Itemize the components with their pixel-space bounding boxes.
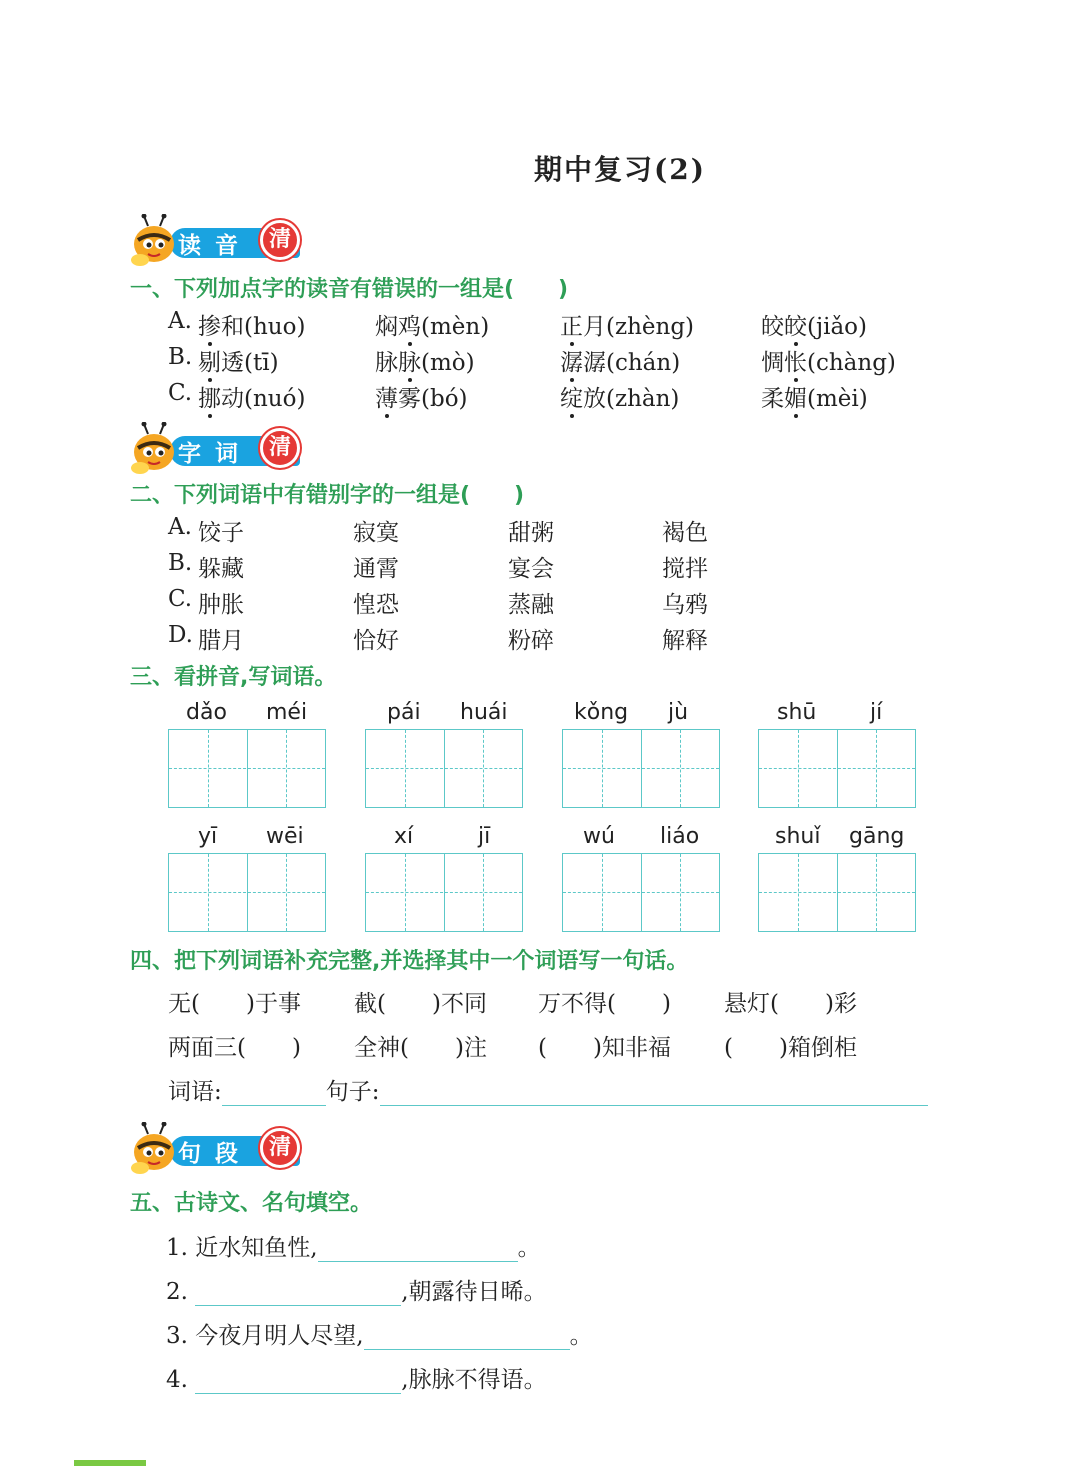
idiom-blank[interactable]: 悬灯( )彩 xyxy=(724,991,857,1017)
question-3-heading: 三、看拼音,写词语。 xyxy=(130,665,337,690)
poem-item-4: 4. ,脉脉不得语。 xyxy=(166,1367,547,1393)
writing-grid[interactable] xyxy=(168,853,326,932)
poem-item-3: 3. 今夜月明人尽望, 。 xyxy=(166,1323,593,1349)
badge-text: 字词 xyxy=(178,441,252,467)
writing-grid[interactable] xyxy=(168,729,326,808)
writing-grid[interactable] xyxy=(758,729,916,808)
idiom-blank[interactable]: 两面三( ) xyxy=(168,1035,301,1061)
bee-mascot-icon xyxy=(128,1122,184,1178)
idiom-blank[interactable]: ( )箱倒柜 xyxy=(724,1035,857,1061)
idiom-blank[interactable]: 万不得( ) xyxy=(538,991,671,1017)
writing-grid[interactable] xyxy=(365,729,523,808)
pinyin-label: xí xyxy=(394,824,414,849)
pinyin-label: pái xyxy=(387,700,421,725)
page-title: 期中复习(2) xyxy=(534,153,706,186)
bee-mascot-icon xyxy=(128,422,184,478)
pinyin-label: dǎo xyxy=(186,700,227,725)
poem-answer-line[interactable] xyxy=(195,1283,401,1306)
poem-answer-line[interactable] xyxy=(318,1239,518,1262)
writing-grid[interactable] xyxy=(365,853,523,932)
pinyin-label: liáo xyxy=(660,824,700,849)
idiom-blank[interactable]: 截( )不同 xyxy=(354,991,487,1017)
pinyin-label: jí xyxy=(870,700,883,725)
section-badge-words xyxy=(128,422,303,472)
badge-text: 读音 xyxy=(178,233,252,259)
word-answer-line[interactable] xyxy=(222,1083,326,1106)
option-label: A. xyxy=(168,308,192,334)
pinyin-label: yī xyxy=(198,824,218,849)
question-5-heading: 五、古诗文、名句填空。 xyxy=(130,1191,373,1216)
pinyin-label: wú xyxy=(583,824,615,849)
qing-icon: 清 xyxy=(260,428,300,468)
question-2-heading: 二、下列词语中有错别字的一组是( ) xyxy=(130,483,525,508)
qing-icon: 清 xyxy=(260,1128,300,1168)
idiom-blank[interactable]: 全神( )注 xyxy=(354,1035,487,1061)
pinyin-label: wēi xyxy=(266,824,304,849)
question-4-heading: 四、把下列词语补充完整,并选择其中一个词语写一句话。 xyxy=(130,949,689,974)
question-1-heading: 一、下列加点字的读音有错误的一组是( ) xyxy=(130,277,569,302)
sentence-label: 句子: xyxy=(325,1079,380,1105)
badge-text: 句段 xyxy=(178,1141,252,1167)
bee-mascot-icon xyxy=(128,214,184,270)
qing-icon: 清 xyxy=(260,220,300,260)
pinyin-label: jù xyxy=(668,700,689,725)
writing-grid[interactable] xyxy=(758,853,916,932)
pinyin-label: méi xyxy=(266,700,308,725)
idiom-blank[interactable]: ( )知非福 xyxy=(538,1035,671,1061)
idiom-blank[interactable]: 无( )于事 xyxy=(168,991,301,1017)
writing-grid[interactable] xyxy=(562,853,720,932)
poem-answer-line[interactable] xyxy=(195,1371,401,1394)
q4-answer-line xyxy=(168,1073,928,1106)
poem-answer-line[interactable] xyxy=(364,1327,570,1350)
pinyin-label: shū xyxy=(777,700,817,725)
poem-item-1: 1. 近水知鱼性, 。 xyxy=(166,1235,541,1261)
section-badge-reading xyxy=(128,214,303,264)
word-label: 词语: xyxy=(168,1079,222,1105)
pinyin-label: gāng xyxy=(849,824,905,849)
footer-accent-bar xyxy=(74,1460,146,1466)
writing-grid[interactable] xyxy=(562,729,720,808)
pinyin-label: kǒng xyxy=(574,700,629,725)
sentence-answer-line[interactable] xyxy=(380,1083,928,1106)
poem-item-2: 2. ,朝露待日晞。 xyxy=(166,1279,547,1305)
section-badge-sentences xyxy=(128,1122,303,1172)
pinyin-label: jī xyxy=(478,824,491,849)
pinyin-label: huái xyxy=(460,700,508,725)
pinyin-label: shuǐ xyxy=(775,824,821,849)
